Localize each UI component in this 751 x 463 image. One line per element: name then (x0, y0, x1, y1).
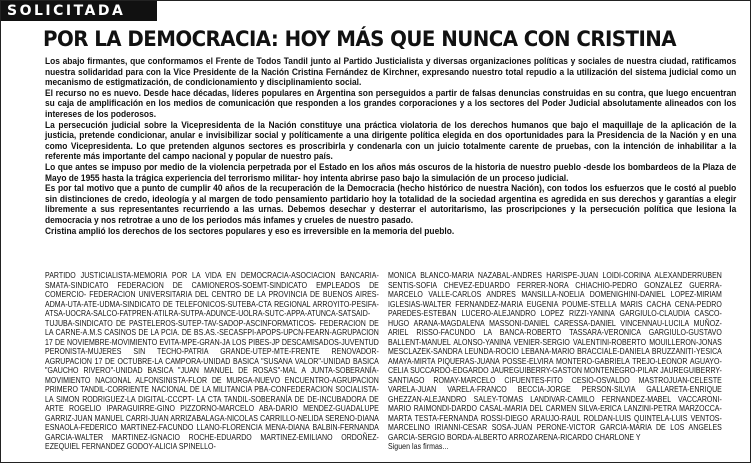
signers-column-left (45, 271, 379, 452)
section-tag: SOLICITADA (1, 1, 157, 21)
statement-body (45, 57, 736, 237)
paragraph: El recurso no es nuevo. Desde hace décadas, líderes populares en Argentina son perseguidos a partir de falsas denuncias construidas en su contra, que luego encuentran su caja de amplificación en los medios de comunicación que responden a los grandes corporaciones y a los sectores del Poder Judicial absolutamente alineados con los intereses de los poderosos. (45, 87, 737, 120)
paragraph: Cristina amplió los derechos de los sectores populares y eso es irreversible en la memoria del pueblo. (45, 225, 455, 237)
paragraph: Lo que antes se impuso por medio de la violencia perpetrada por el Estado en los años más oscuros de la historia de nuestro pueblo -desde los bombardeos de la Plaza de Mayo de 1955 hasta la trágica experiencia del terrorismo militar- hoy intenta abrirse paso bajo la simulación de un proceso judicial. (45, 161, 737, 184)
signers-list-left: PARTIDO JUSTICIALISTA-MEMORIA POR LA VIDA EN DEMOCRACIA-ASOCIACION BANCARIA-SMATA-SINDICATO FEDERACION DE CAMIONEROS-SOEMT-SINDICATO EMPLEADOS DE COMERCIO- FEDERACION UNIVERSITARIA DEL CENTRO DE LA PROVINCIA DE BUENOS AIRES-ADMA-UTA-ATE-UDMA-SINDICATO DE TELEFONICOS-SUTEBA-CTA REGIONAL ARROYITO-PESIFA-ATSA-UOCRA-SALCO-FATPREN-ATILRA-SUTPA-ADUNCE-UOLRA-SUTC-APPA-ATUNCA-SATSAID-TUJUBA-SINDICATO DE PASTELEROS-SUTEP-TAV-SADOP-ASCINFORMATICOS- FEDERACION DE LA CARNE-A.M.S CASINOS DE LA PCIA. DE BS.AS.-SECASFPI-APOPS-UPCN-FEARN-AGRUPACION 17 DE NOVIEMBRE-MOVIMIENTO EVITA-MPE-GRAN-JA LOS PIBES-JP DESCAMISADOS-JUVENTUD PERONISTA-MUJERES SIN TECHO-PATRIA GRANDE-UTEP-MTE-FRENTE RENOVADOR-AGRUPACION 17 DE OCTUBRE-LA CAMPORA-UNIDAD BASICA "SUSANA VALOR"-UNIDAD BASICA "GAUCHO RIVERO"-UNIDAD BASICA "JUAN MANUEL DE ROSAS"-MAL A JUNTA-SOBERANÍA-MOVIMIENTO NACIONAL ALFONSINISTA-FLOR DE MURGA-NUEVO ENCUENTRO-AGRUPACION PRIMERO TANDIL-CORRIENTE NACIONAL DE LA MILITANCIA PBA-CONFEDERACION SOCIALISTA-LA SIMON RODRIGUEZ-LA DIGITAL-CCCPT- LA CTA TANDIL-SOBERANÍA DE DE-INCUBADORA DE ARTE ROGELIO IPARAGUIRRE-GINO PIZZORNO-MARCELO ABA-DARIO MENDEZ-GUADALUPE GARRIZ-JUAN MANUEL CARRI-JUAN ARRIZABALAGA-NICOLAS CARRILLO-NELIDA SERENO-DIANA ESNAOLA-FEDERICO MARTINEZ-FACUNDO LLANO-FLORENCIA MENA-DIANA BALBIN-FERNANDA GARCIA-WALTER MARTINEZ-IGNACIO ROCHE-EDUARDO MARTINEZ-EMILIANO ORDOÑEZ-EZEQUIEL FERNANDEZ GODOY-ALICIA SPINELLO- (45, 271, 379, 451)
paragraph: La persecución judicial sobre la Vicepresidenta de la Nación constituye una práctica violatoria de los derechos humanos que bajo el maquillaje de la aplicación de la justicia, pretende condicionar, anular e invisibilizar social y políticamente a una dirigente política elegida en dos oportunidades para la Presidencia de la Nación y en una como Vicepresidenta. Lo que pretenden algunos sectores es proscribirla y condenarla con un juicio totalmente carente de pruebas, con la intención de inhabilitar a la referente más importante del campo nacional y popular de nuestro país. (45, 119, 737, 163)
signers-continue-note: Siguen las firmas... (388, 442, 449, 451)
signers-list-right: MONICA BLANCO-MARIA NAZABAL-ANDRES HARISPE-JUAN LOIDI-CORINA ALEXANDERRUBEN SENTIS-SOFIA CHEVEZ-EDUARDO FERRER-NORA CHIACHIO-PEDRO GONZALEZ GUERRA-MARCELO VALLE-CARLOS ANDRES MANSILLA-NOELIA DOMENIGHINI-DANIEL LOPEZ-MIRIAM IGLESIAS-WALTER FERNANDEZ-MARIA EUGENIA POUME-STELLA MARIS CACHA CENA-PEDRO PAREDES-ESTEBAN LUCERO-ALEJANDRO LOPEZ RIZZI-YANINA GARGIULO-CLAUDIA CASCO-HUGO ARANA-MAGDALENA MASSONI-DANIEL CARESSA-DANIEL VINCENNAU-LUCILA MUÑOZ-ARIEL RISSO-FACUNDO LA BANCA-ROBERTO TASSARA-VERONICA GARGIULO-GUSTAVO BALLENT-MANUEL ALONSO-YANINA VENIER-SERGIO VALENTINI-ROBERTO MOUILLERON-JONAS MESCLAZEK-SANDRA LEUNDA-ROCIO LEBANA-MARIO BRACCIALE-DANIELA BRUZZANITI-YESICA AMAYA-MIRTA PIQUERAS-JUANA POSSE-ELVIRA MONTERO-GABRIELA TREJO-LEONOR AGUAYO-CELIA SUCCARDO-EDGARDO JAUREGUIBERRY-GASTON MONTENEGRO-PILAR JAUREGUIBERRY-SANTIAGO ROMAY-MARCELO CIFUENTES-FITO CESIO-OSVALDO MASTROJUAN-CELESTE VARELA-JUAN VARELA-FRANCO BECCIA-JORGE PERSON-SILVIA GALLARETA-ENRIQUE GHEZZAN-ALEJANDRO SALEY-TOMAS LANDIVAR-CAMILO FERNANDEZ-MABEL VACCARONI-MARIO RAIMONDI-DARDO CASAL-MARIA DEL CARMEN SILVA-ERICA LANZINI-PETRA MARZOCCA-MARTA TESTA-FERNANDA ROSSI-DIEGO ARAUJO-RAUL ROLDAN-LUIS QUINTELA-LUIS VENTOS-MARCELINO IRIANNI-CESAR SOSA-JUAN PERONE-VICTOR GARCIA-MARIA DE LOS ANGELES GARCIA-SERGIO BORDA-ALBERTO ARROZARENA-RICARDO CHARLONE Y (388, 271, 722, 442)
signers-column-right (388, 271, 722, 452)
headline: POR LA DEMOCRACIA: HOY MÁS QUE NUNCA CON CRISTINA (43, 27, 677, 52)
paragraph: Es por tal motivo que a punto de cumplir 40 años de la recuperación de la Democracia (hecho histórico de nuestra Nación), con todos los esfuerzos que le costó al pueblo sin distinciones de credo, ideología y al margen de todo pensamiento partidario hoy la totalidad de la sociedad argentina es agredida en sus derechos y garantías a elegir libremente a sus representantes recurriendo a las urnas. Debemos desechar y desterrar el autoritarismo, las proscripciones y la persecución política que lesiona la democracia y nos retrotrae a uno de los periodos más infames y crueles de nuestro pasado. (45, 183, 737, 226)
paragraph: Los abajo firmantes, que conformamos el Frente de Todos Tandil junto al Partido Justicialista y diversas organizaciones políticas y sociales de nuestra ciudad, ratificamos nuestra solidaridad para con la Vice Presidente de la Nación Cristina Fernández de Kirchner, expresando nuestro total repudio a la utilización del sistema judicial como un mecanismo de estigmatización, de condicionamiento y disciplinamiento social. (45, 56, 737, 89)
